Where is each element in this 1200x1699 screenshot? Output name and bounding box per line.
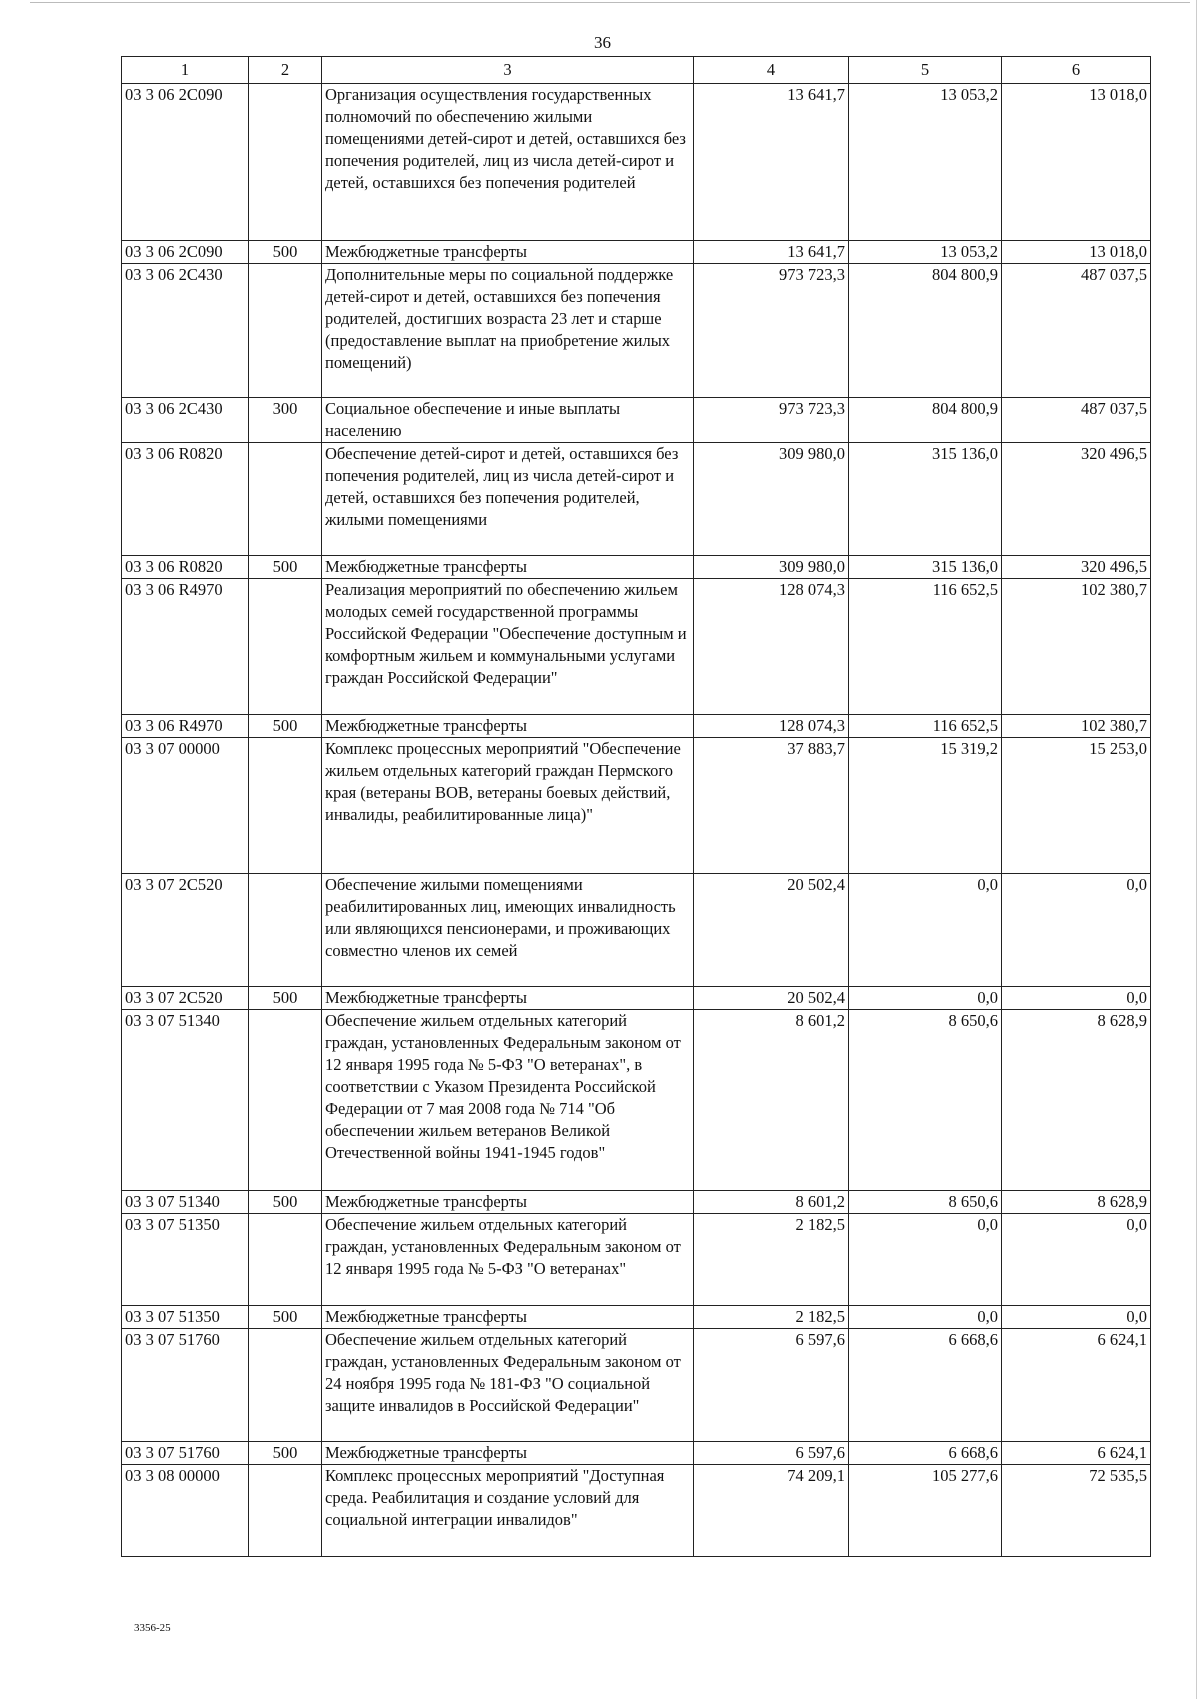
cell-description: Обеспечение жильем отдельных категорий граждан, установленных Федеральным законом от 12 января 1995 года № 5-ФЗ "О ветеранах" [322, 1214, 694, 1306]
cell-value-year-1: 6 597,6 [694, 1329, 849, 1442]
cell-description: Социальное обеспечение и иные выплаты населению [322, 398, 694, 443]
cell-expense-kind [249, 84, 322, 241]
cell-value-year-1: 74 209,1 [694, 1465, 849, 1557]
cell-value-year-1: 6 597,6 [694, 1442, 849, 1465]
page-number: 36 [594, 33, 611, 52]
cell-value-year-2: 8 650,6 [849, 1191, 1002, 1214]
cell-code: 03 3 06 R4970 [122, 715, 249, 738]
cell-code: 03 3 06 R4970 [122, 579, 249, 715]
cell-value-year-2: 105 277,6 [849, 1465, 1002, 1557]
cell-value-year-3: 0,0 [1002, 987, 1151, 1010]
cell-expense-kind: 500 [249, 1442, 322, 1465]
cell-expense-kind [249, 738, 322, 874]
cell-value-year-3: 487 037,5 [1002, 398, 1151, 443]
cell-value-year-1: 2 182,5 [694, 1306, 849, 1329]
table-row [122, 1442, 1151, 1465]
cell-value-year-2: 6 668,6 [849, 1442, 1002, 1465]
cell-value-year-2: 13 053,2 [849, 241, 1002, 264]
cell-value-year-3: 13 018,0 [1002, 241, 1151, 264]
cell-value-year-1: 8 601,2 [694, 1010, 849, 1191]
cell-value-year-3: 6 624,1 [1002, 1329, 1151, 1442]
cell-expense-kind [249, 1329, 322, 1442]
table-row [122, 241, 1151, 264]
cell-expense-kind: 500 [249, 1191, 322, 1214]
column-header-year-2: 5 [849, 57, 1002, 84]
cell-value-year-2: 116 652,5 [849, 715, 1002, 738]
table-row [122, 264, 1151, 398]
cell-value-year-2: 315 136,0 [849, 443, 1002, 556]
column-header-description: 3 [322, 57, 694, 84]
cell-description: Обеспечение жилыми помещениями реабилитированных лиц, имеющих инвалидность или являющихся пенсионерами, и проживающих совместно членов их семей [322, 874, 694, 987]
cell-value-year-2: 804 800,9 [849, 264, 1002, 398]
cell-value-year-1: 20 502,4 [694, 874, 849, 987]
cell-value-year-2: 0,0 [849, 874, 1002, 987]
cell-code: 03 3 06 R0820 [122, 443, 249, 556]
cell-value-year-1: 20 502,4 [694, 987, 849, 1010]
cell-value-year-1: 13 641,7 [694, 84, 849, 241]
cell-description: Межбюджетные трансферты [322, 241, 694, 264]
cell-expense-kind: 300 [249, 398, 322, 443]
cell-value-year-2: 116 652,5 [849, 579, 1002, 715]
cell-expense-kind: 500 [249, 556, 322, 579]
table-row [122, 1306, 1151, 1329]
cell-value-year-3: 320 496,5 [1002, 556, 1151, 579]
cell-code: 03 3 08 00000 [122, 1465, 249, 1557]
cell-code: 03 3 06 2С090 [122, 241, 249, 264]
table-row [122, 1329, 1151, 1442]
table-row [122, 1010, 1151, 1191]
table-row [122, 84, 1151, 241]
cell-code: 03 3 07 51340 [122, 1010, 249, 1191]
cell-value-year-1: 8 601,2 [694, 1191, 849, 1214]
cell-description: Межбюджетные трансферты [322, 556, 694, 579]
cell-expense-kind [249, 874, 322, 987]
table-row [122, 874, 1151, 987]
column-header-code: 1 [122, 57, 249, 84]
cell-description: Межбюджетные трансферты [322, 1191, 694, 1214]
cell-value-year-3: 102 380,7 [1002, 715, 1151, 738]
cell-description: Обеспечение жильем отдельных категорий граждан, установленных Федеральным законом от 24 ноября 1995 года № 181-ФЗ "О социальной защите инвалидов в Российской Федерации" [322, 1329, 694, 1442]
cell-description: Реализация мероприятий по обеспечению жильем молодых семей государственной программы Российской Федерации "Обеспечение доступным и комфортным жильем и коммунальными услугами граждан Российской Федерации" [322, 579, 694, 715]
cell-value-year-2: 0,0 [849, 1214, 1002, 1306]
cell-value-year-2: 315 136,0 [849, 556, 1002, 579]
table-row [122, 715, 1151, 738]
cell-value-year-1: 128 074,3 [694, 579, 849, 715]
cell-code: 03 3 06 2С090 [122, 84, 249, 241]
cell-value-year-1: 2 182,5 [694, 1214, 849, 1306]
cell-value-year-2: 804 800,9 [849, 398, 1002, 443]
cell-value-year-2: 0,0 [849, 1306, 1002, 1329]
table-row [122, 579, 1151, 715]
cell-value-year-3: 102 380,7 [1002, 579, 1151, 715]
cell-value-year-3: 8 628,9 [1002, 1191, 1151, 1214]
table-row [122, 738, 1151, 874]
cell-value-year-3: 15 253,0 [1002, 738, 1151, 874]
cell-expense-kind [249, 443, 322, 556]
table-row [122, 1214, 1151, 1306]
cell-code: 03 3 07 2С520 [122, 987, 249, 1010]
table-row [122, 987, 1151, 1010]
document-footer-code: 3356-25 [134, 1622, 171, 1634]
cell-expense-kind: 500 [249, 715, 322, 738]
cell-value-year-3: 487 037,5 [1002, 264, 1151, 398]
cell-value-year-1: 309 980,0 [694, 443, 849, 556]
cell-description: Комплекс процессных мероприятий "Обеспечение жильем отдельных категорий граждан Пермского края (ветераны ВОВ, ветераны боевых действий, инвалиды, реабилитированные лица)" [322, 738, 694, 874]
column-header-year-3: 6 [1002, 57, 1151, 84]
cell-expense-kind: 500 [249, 241, 322, 264]
cell-expense-kind [249, 1214, 322, 1306]
cell-value-year-1: 309 980,0 [694, 556, 849, 579]
cell-code: 03 3 07 00000 [122, 738, 249, 874]
cell-description: Обеспечение детей-сирот и детей, оставшихся без попечения родителей, лиц из числа детей-сирот и детей, оставшихся без попечения родителей, жилыми помещениями [322, 443, 694, 556]
cell-value-year-3: 0,0 [1002, 1306, 1151, 1329]
table-row [122, 443, 1151, 556]
column-header-year-1: 4 [694, 57, 849, 84]
table-header-row [122, 57, 1151, 84]
cell-expense-kind [249, 264, 322, 398]
scan-edge-right [1196, 0, 1197, 1699]
cell-value-year-2: 13 053,2 [849, 84, 1002, 241]
cell-expense-kind: 500 [249, 987, 322, 1010]
table-row [122, 398, 1151, 443]
cell-value-year-3: 6 624,1 [1002, 1442, 1151, 1465]
table-row [122, 1191, 1151, 1214]
cell-value-year-1: 973 723,3 [694, 398, 849, 443]
cell-code: 03 3 06 R0820 [122, 556, 249, 579]
cell-expense-kind [249, 1465, 322, 1557]
cell-description: Дополнительные меры по социальной поддержке детей-сирот и детей, оставшихся без попечения родителей, достигших возраста 23 лет и старше (предоставление выплат на приобретение жилых помещений) [322, 264, 694, 398]
cell-expense-kind [249, 579, 322, 715]
cell-code: 03 3 07 51760 [122, 1442, 249, 1465]
cell-description: Обеспечение жильем отдельных категорий граждан, установленных Федеральным законом от 12 января 1995 года № 5-ФЗ "О ветеранах", в соответствии с Указом Президента Российской Федерации от 7 мая 2008 года № 714 "Об обеспечении жильем ветеранов Великой Отечественной войны 1941-1945 годов" [322, 1010, 694, 1191]
scan-edge-top [30, 2, 1190, 3]
cell-value-year-1: 128 074,3 [694, 715, 849, 738]
cell-code: 03 3 06 2С430 [122, 398, 249, 443]
cell-value-year-3: 0,0 [1002, 1214, 1151, 1306]
cell-expense-kind: 500 [249, 1306, 322, 1329]
cell-value-year-3: 8 628,9 [1002, 1010, 1151, 1191]
cell-value-year-3: 320 496,5 [1002, 443, 1151, 556]
cell-description: Межбюджетные трансферты [322, 1442, 694, 1465]
cell-code: 03 3 07 51760 [122, 1329, 249, 1442]
cell-code: 03 3 07 51340 [122, 1191, 249, 1214]
cell-value-year-2: 6 668,6 [849, 1329, 1002, 1442]
cell-description: Межбюджетные трансферты [322, 1306, 694, 1329]
cell-value-year-2: 0,0 [849, 987, 1002, 1010]
cell-code: 03 3 06 2С430 [122, 264, 249, 398]
cell-value-year-2: 15 319,2 [849, 738, 1002, 874]
column-header-expense-kind: 2 [249, 57, 322, 84]
table-row [122, 1465, 1151, 1557]
cell-expense-kind [249, 1010, 322, 1191]
table-row [122, 556, 1151, 579]
cell-description: Межбюджетные трансферты [322, 715, 694, 738]
cell-value-year-1: 973 723,3 [694, 264, 849, 398]
cell-code: 03 3 07 51350 [122, 1214, 249, 1306]
cell-value-year-3: 13 018,0 [1002, 84, 1151, 241]
cell-code: 03 3 07 2С520 [122, 874, 249, 987]
cell-description: Комплекс процессных мероприятий "Доступная среда. Реабилитация и создание условий для социальной интеграции инвалидов" [322, 1465, 694, 1557]
cell-value-year-1: 37 883,7 [694, 738, 849, 874]
cell-description: Организация осуществления государственных полномочий по обеспечению жилыми помещениями детей-сирот и детей, оставшихся без попечения родителей, лиц из числа детей-сирот и детей, оставшихся без попечения родителей [322, 84, 694, 241]
cell-value-year-3: 0,0 [1002, 874, 1151, 987]
cell-value-year-3: 72 535,5 [1002, 1465, 1151, 1557]
cell-value-year-2: 8 650,6 [849, 1010, 1002, 1191]
budget-table [121, 56, 1151, 1557]
cell-code: 03 3 07 51350 [122, 1306, 249, 1329]
cell-value-year-1: 13 641,7 [694, 241, 849, 264]
cell-description: Межбюджетные трансферты [322, 987, 694, 1010]
